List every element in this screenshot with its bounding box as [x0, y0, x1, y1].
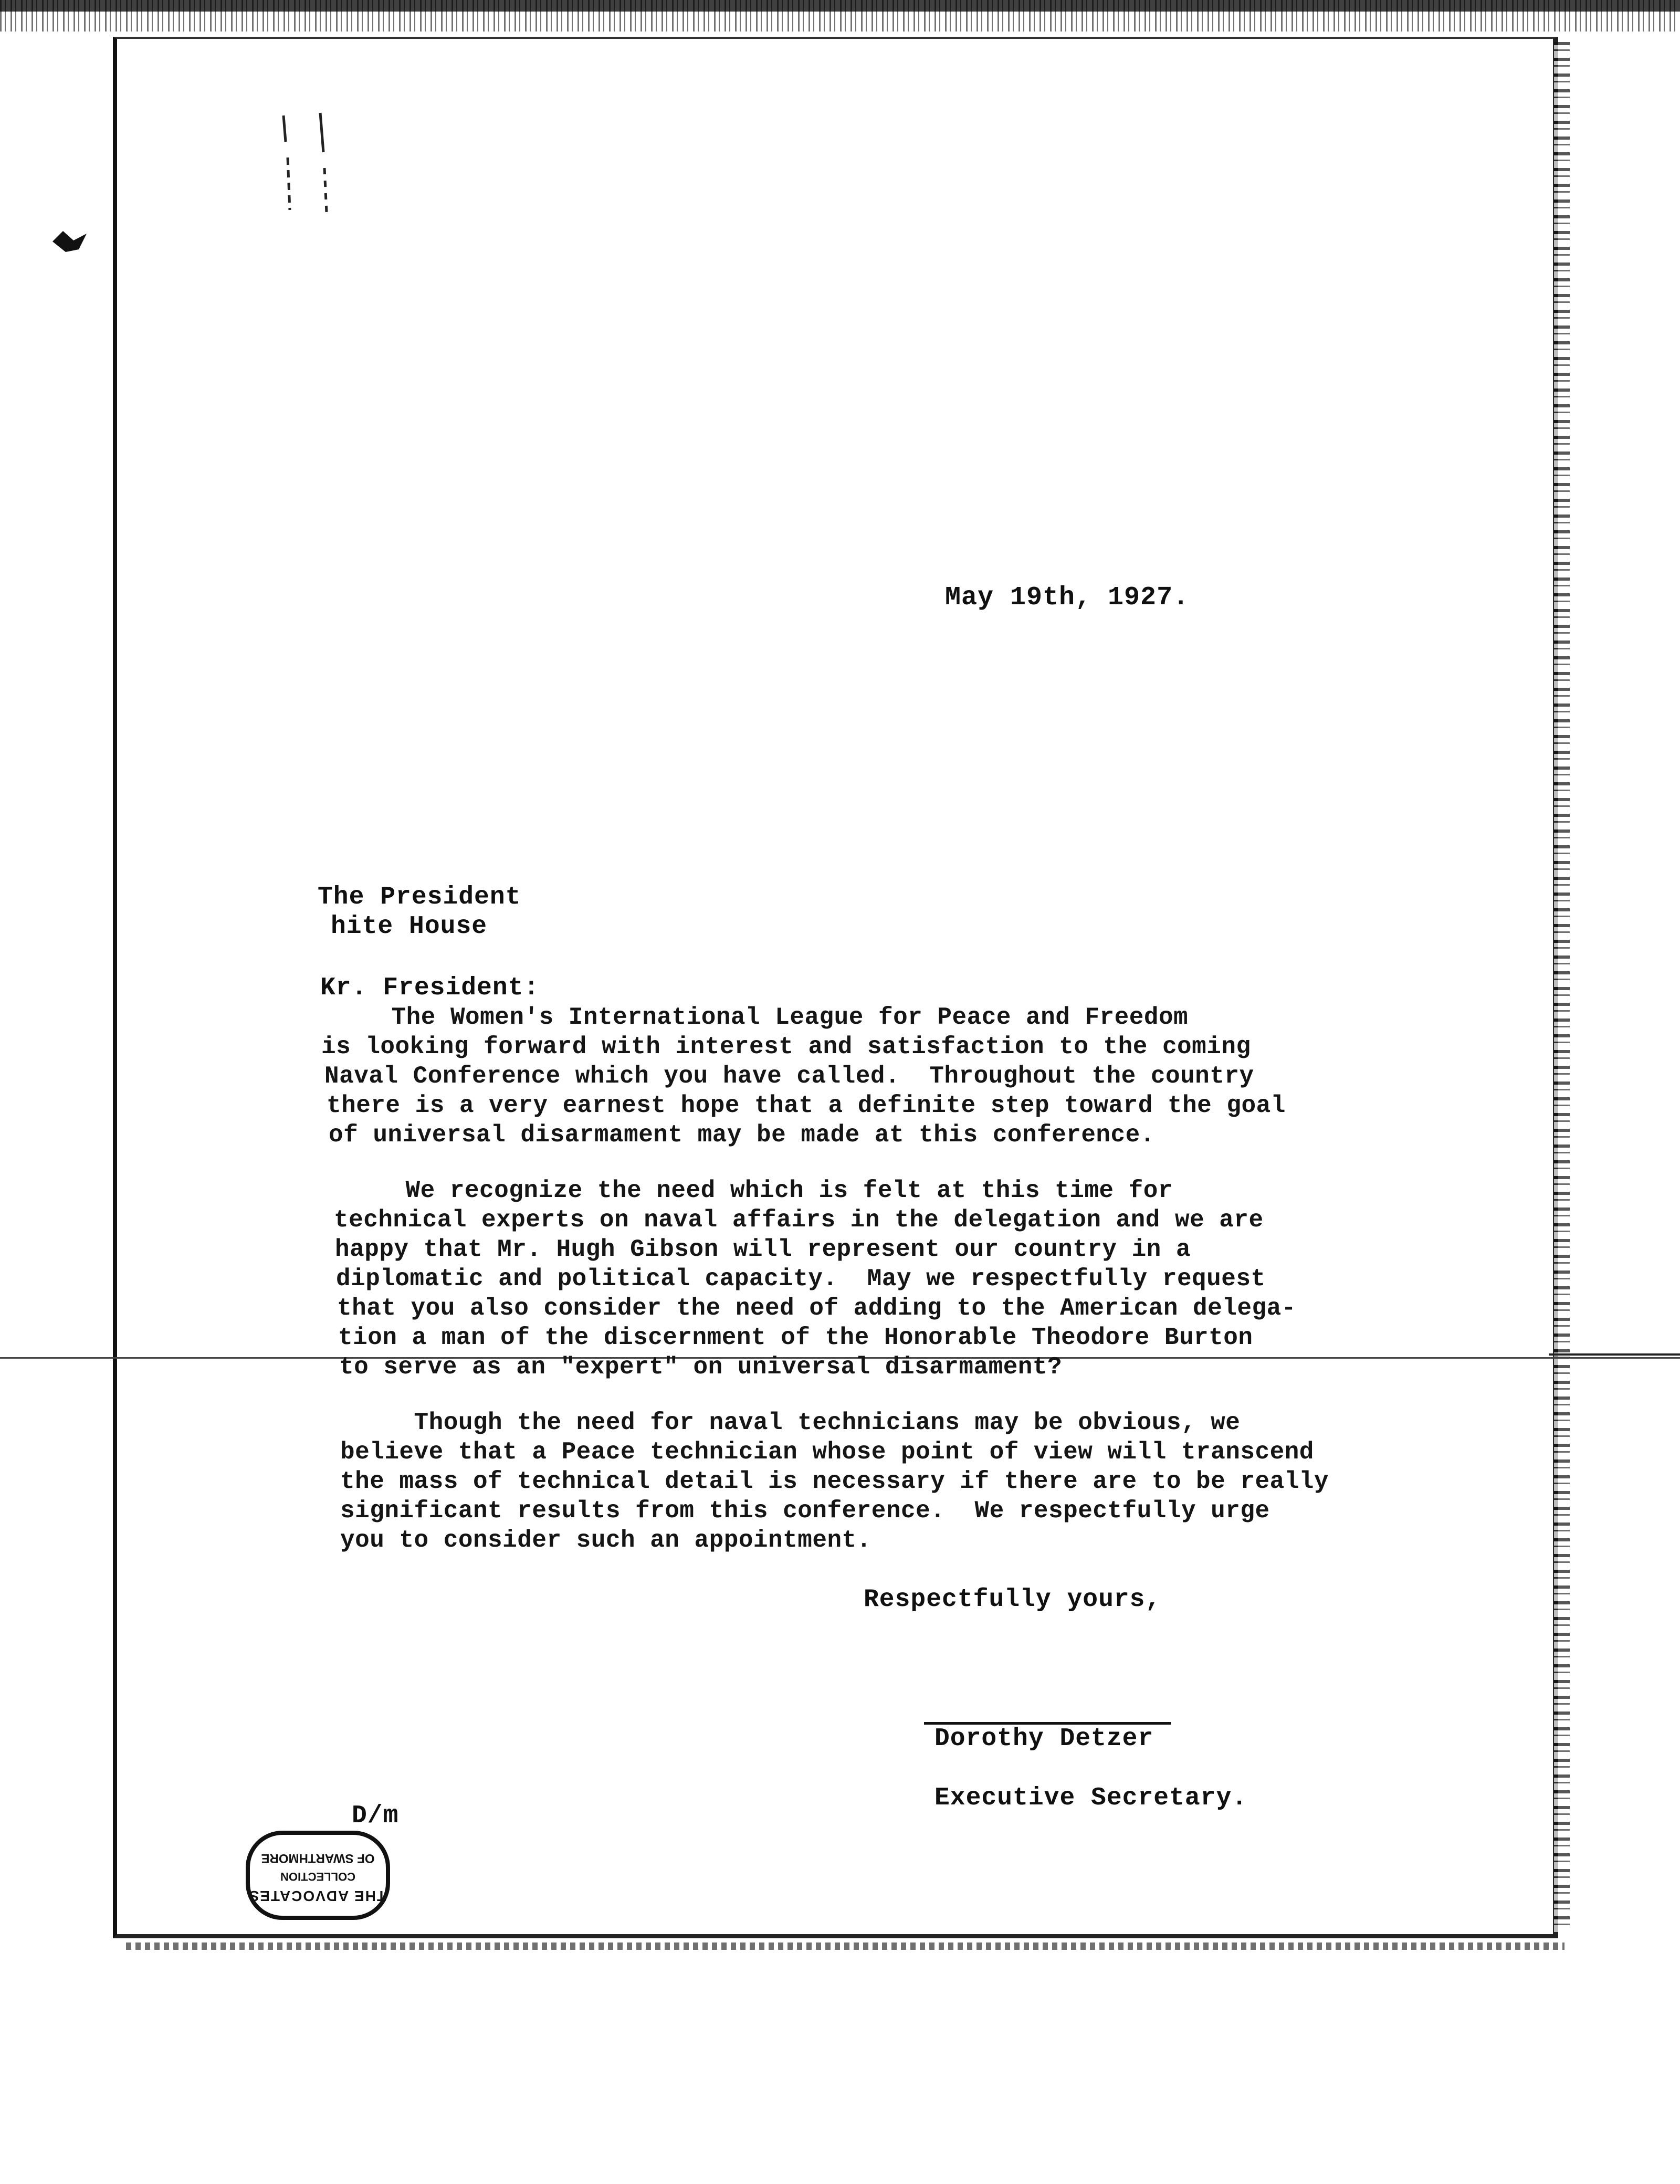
paragraph-line: is looking forward with interest and satisfaction to the coming: [321, 1033, 1251, 1060]
paragraph-line: to serve as an "expert" on universal disarmament?: [339, 1353, 1063, 1381]
recipient-line-1: The President: [318, 883, 521, 911]
paragraph-line: there is a very earnest hope that a definite step toward the goal: [327, 1092, 1286, 1119]
paragraph-line: Though the need for naval technicians may be obvious, we: [340, 1409, 1241, 1436]
paragraph-line: tion a man of the discernment of the Honorable Theodore Burton: [338, 1324, 1253, 1351]
sheet-edge-right: [1554, 42, 1570, 1932]
closing: Respectfully yours,: [864, 1586, 1161, 1614]
paragraph-line: the mass of technical detail is necessary if there are to be really: [340, 1468, 1329, 1495]
paragraph-line: We recognize the need which is felt at this time for: [332, 1177, 1173, 1204]
scan-noise-top-dark: [0, 0, 1680, 12]
sheet-edge-bottom: [126, 1942, 1564, 1950]
fold-crease-right: [1549, 1353, 1680, 1356]
stamp-line-3: OF SWARTHMORE: [261, 1851, 375, 1865]
paragraph-line: diplomatic and political capacity. May we respectfully request: [336, 1265, 1266, 1293]
stamp-line-1: THE ADVOCATES: [248, 1888, 386, 1904]
recipient-line-2: hite House: [331, 912, 488, 941]
typist-initials: D/m: [352, 1802, 399, 1830]
paragraph-line: believe that a Peace technician whose point of view will transcend: [340, 1438, 1314, 1466]
paragraph-line: that you also consider the need of adding to the American delega-: [337, 1295, 1296, 1322]
paragraph-line: you to consider such an appointment.: [340, 1527, 872, 1554]
pencil-marks: [278, 110, 336, 215]
salutation: Kr. Fresident:: [320, 974, 540, 1002]
signer-title: Executive Secretary.: [934, 1784, 1248, 1812]
archive-stamp: [246, 1831, 390, 1920]
paragraph-line: Naval Conference which you have called. Throughout the country: [324, 1063, 1254, 1090]
paragraph-line: of universal disarmament may be made at this conference.: [329, 1121, 1155, 1149]
stamp-line-2: COLLECTION: [280, 1870, 355, 1883]
paragraph-line: significant results from this conference. We respectfully urge: [340, 1497, 1270, 1525]
letter-date: May 19th, 1927.: [945, 583, 1190, 613]
paragraph-line: technical experts on naval affairs in the delegation and we are: [334, 1206, 1264, 1234]
signer-name: Dorothy Detzer: [934, 1725, 1154, 1753]
paragraph-line: happy that Mr. Hugh Gibson will represent our country in a: [335, 1236, 1191, 1263]
paragraph-line: The Women's International League for Peace and Freedom: [318, 1004, 1189, 1031]
ink-blot: [47, 220, 94, 262]
